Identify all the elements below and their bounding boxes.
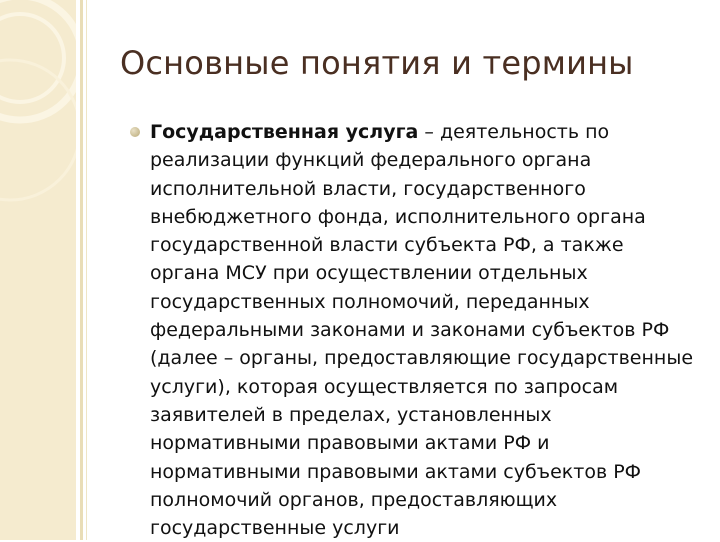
slide-body bbox=[130, 118, 696, 542]
decorative-side-panel bbox=[0, 0, 76, 540]
term-label: Государственная услуга bbox=[150, 121, 419, 143]
definition-paragraph bbox=[150, 118, 696, 542]
slide-title: Основные понятия и термины bbox=[120, 44, 634, 82]
panel-divider bbox=[80, 0, 83, 540]
panel-divider-thin bbox=[86, 0, 87, 540]
bullet-icon bbox=[130, 127, 140, 137]
decorative-circles bbox=[0, 0, 76, 540]
definition-text: – деятельность по реализации функций федерального органа исполнительной власти, государственного внебюджетного фонда, исполнительного органа государственной власти субъекта РФ, а также органа МСУ при осуществлении отдельных государственных полномочий, переданных федеральными законами и законами субъектов РФ (далее – органы, предоставляющие государственные услуги), которая осуществляется по запросам заявителей в пределах, установленных нормативными правовыми актами РФ и нормативными правовыми актами субъектов РФ полномочий органов, предоставляющих государственные услуги bbox=[150, 121, 694, 540]
